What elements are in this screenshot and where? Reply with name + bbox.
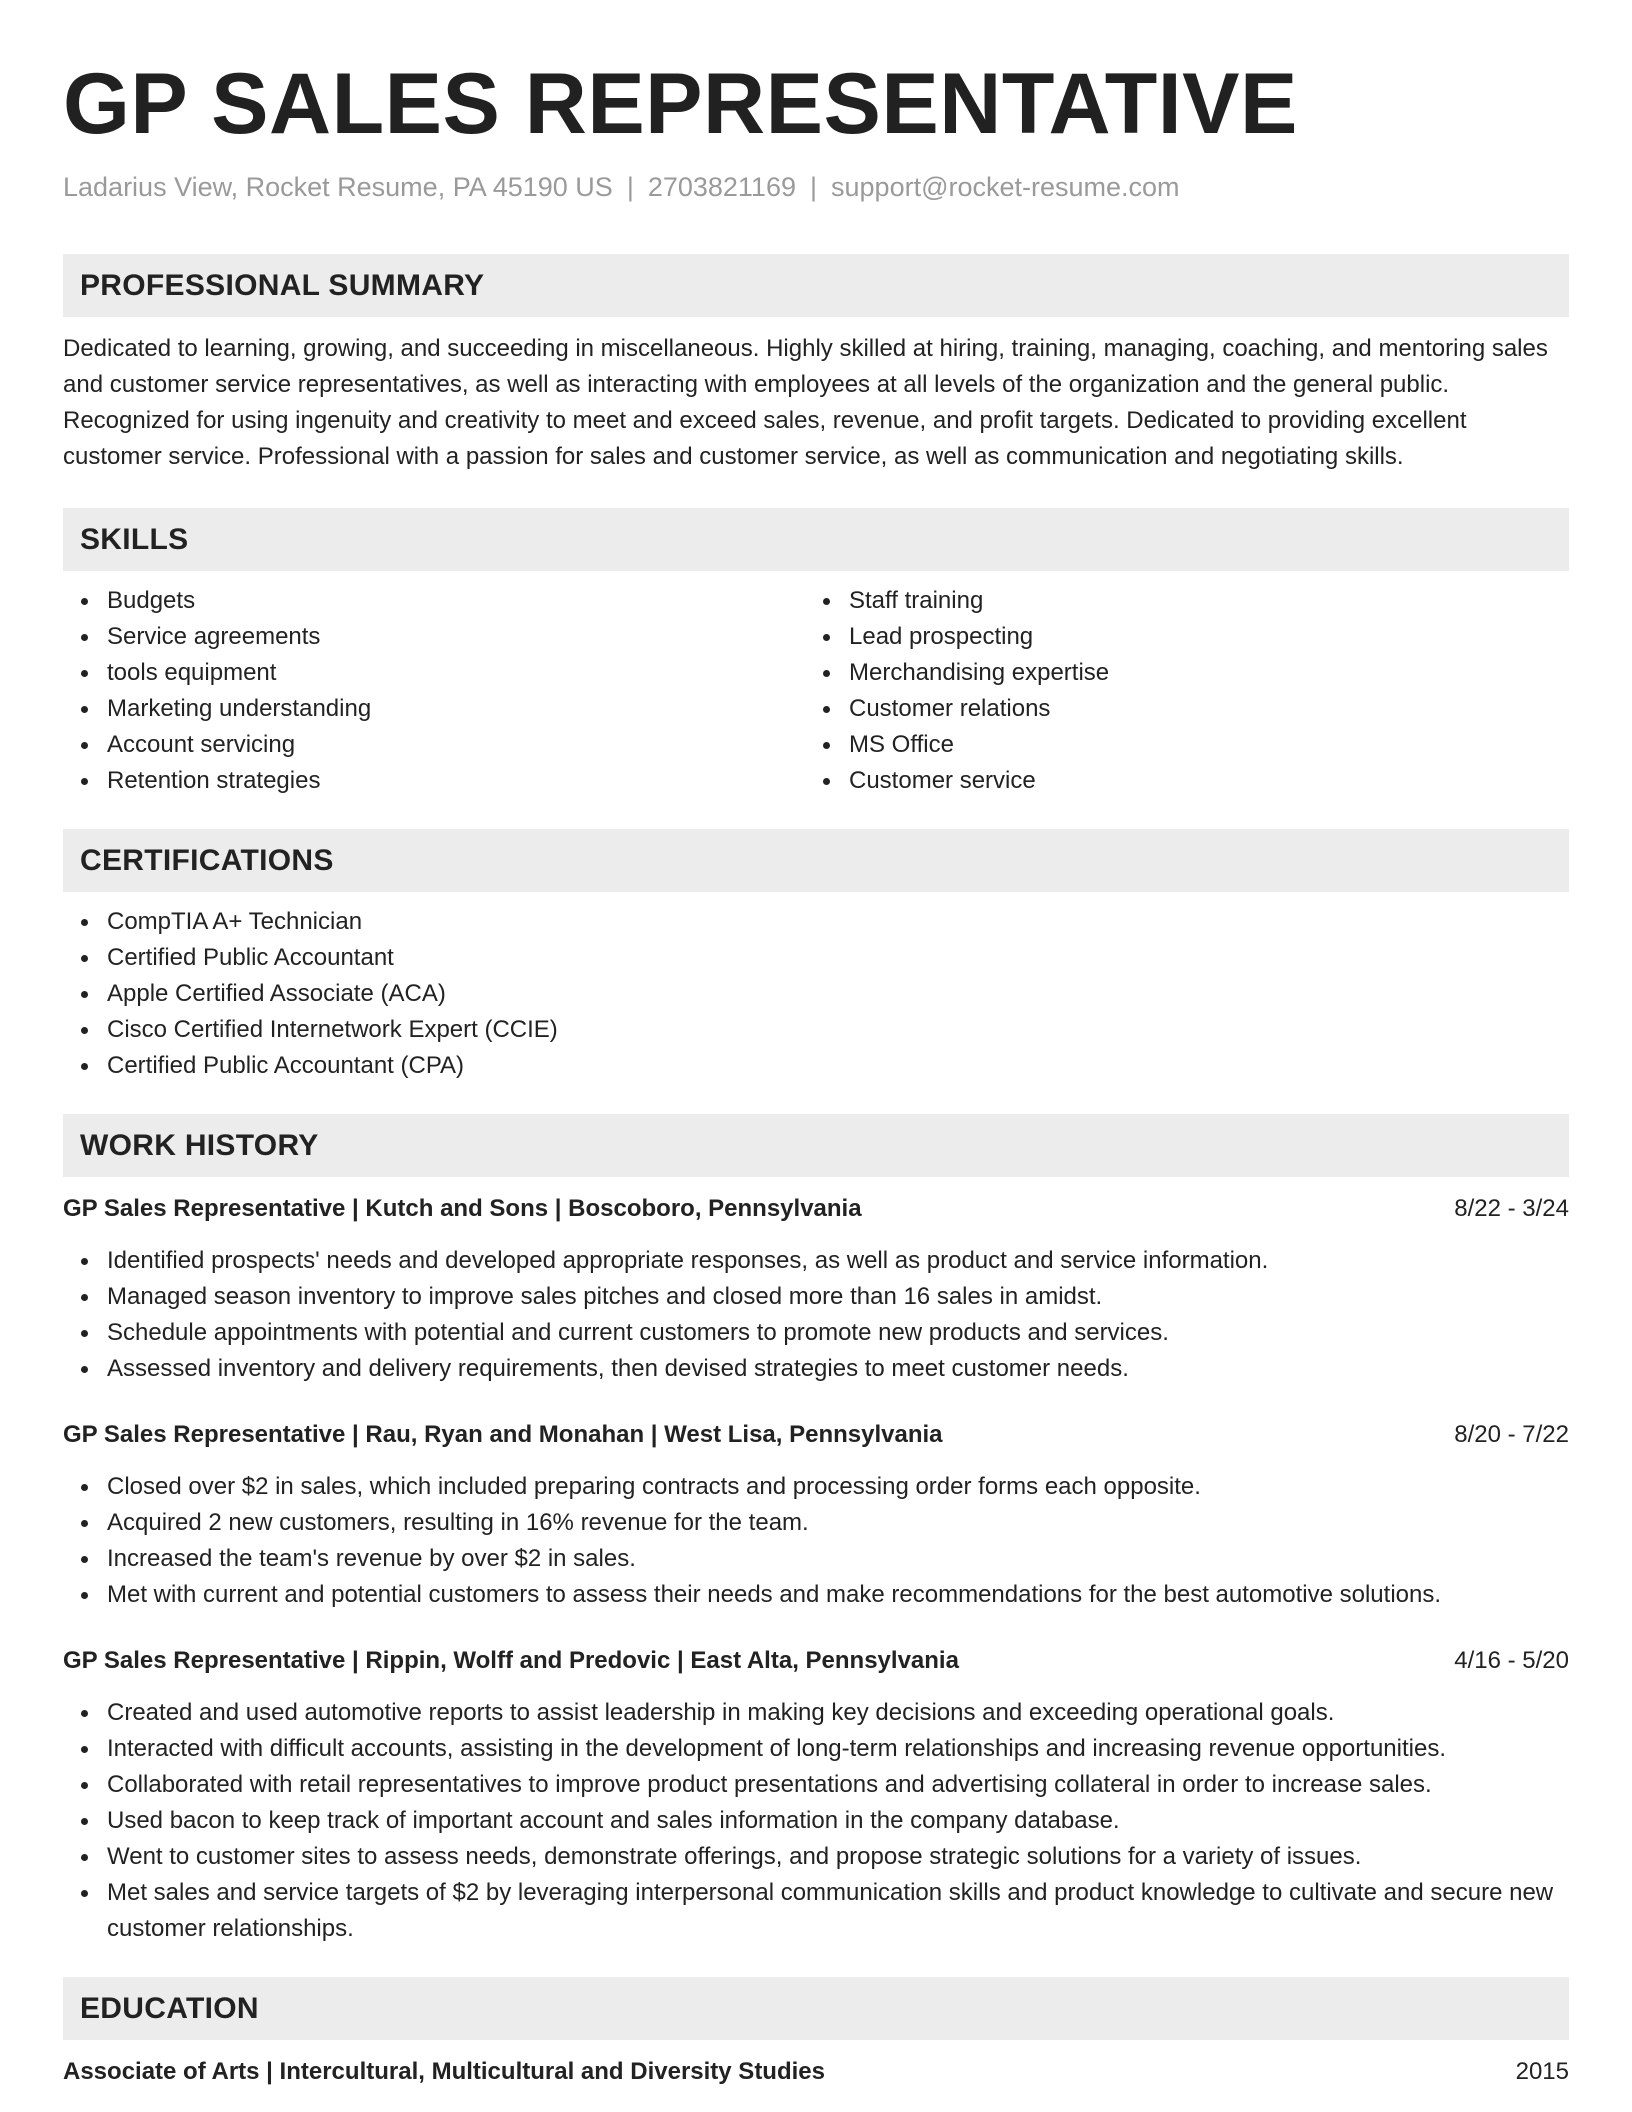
contact-separator: | — [626, 172, 634, 202]
contact-phone: 2703821169 — [647, 172, 796, 202]
skills-column-right — [805, 583, 1547, 799]
job-bullet: Assessed inventory and delivery requirements, then devised strategies to meet customer needs. — [107, 1351, 1569, 1387]
section-header-education: EDUCATION — [63, 1977, 1569, 2040]
skill-item: Budgets — [107, 583, 805, 619]
job-title: GP Sales Representative | Kutch and Sons | Boscoboro, Pennsylvania — [63, 1195, 862, 1222]
job-title: GP Sales Representative | Rau, Ryan and Monahan | West Lisa, Pennsylvania — [63, 1421, 943, 1448]
certification-item: CompTIA A+ Technician — [107, 904, 1569, 940]
job-entry — [63, 1643, 1569, 1947]
job-bullets — [63, 1243, 1569, 1387]
certification-item: Cisco Certified Internetwork Expert (CCIE) — [107, 1012, 1569, 1048]
skill-item: Retention strategies — [107, 763, 805, 799]
skill-item: Marketing understanding — [107, 691, 805, 727]
certification-item: Certified Public Accountant — [107, 940, 1569, 976]
job-bullet: Went to customer sites to assess needs, demonstrate offerings, and propose strategic solutions for a variety of issues. — [107, 1839, 1569, 1875]
job-bullet: Schedule appointments with potential and current customers to promote new products and services. — [107, 1315, 1569, 1351]
contact-line — [63, 170, 1569, 204]
contact-email: support@rocket-resume.com — [831, 172, 1180, 202]
job-bullet: Met with current and potential customers to assess their needs and make recommendations for the best automotive solutions. — [107, 1577, 1569, 1613]
skill-item: tools equipment — [107, 655, 805, 691]
section-header-certifications: CERTIFICATIONS — [63, 829, 1569, 892]
job-title: GP Sales Representative | Rippin, Wolff and Predovic | East Alta, Pennsylvania — [63, 1647, 959, 1674]
job-bullet: Used bacon to keep track of important account and sales information in the company database. — [107, 1803, 1569, 1839]
section-header-summary: PROFESSIONAL SUMMARY — [63, 254, 1569, 317]
certification-item: Apple Certified Associate (ACA) — [107, 976, 1569, 1012]
job-bullet: Increased the team's revenue by over $2 in sales. — [107, 1541, 1569, 1577]
job-bullets — [63, 1695, 1569, 1947]
job-header — [63, 1191, 1569, 1227]
skills-grid — [63, 583, 1569, 799]
job-bullet: Met sales and service targets of $2 by leveraging interpersonal communication skills and product knowledge to cultivate and secure new customer relationships. — [107, 1875, 1569, 1947]
education-entry — [63, 2054, 1569, 2090]
skill-item: Account servicing — [107, 727, 805, 763]
job-bullet: Closed over $2 in sales, which included preparing contracts and processing order forms each opposite. — [107, 1469, 1569, 1505]
job-entry — [63, 1191, 1569, 1387]
section-header-work-history: WORK HISTORY — [63, 1114, 1569, 1177]
job-bullet: Identified prospects' needs and developed appropriate responses, as well as product and service information. — [107, 1243, 1569, 1279]
job-bullet: Created and used automotive reports to assist leadership in making key decisions and exceeding operational goals. — [107, 1695, 1569, 1731]
job-dates: 8/20 - 7/22 — [1454, 1421, 1569, 1448]
skill-item: Staff training — [849, 583, 1547, 619]
summary-text: Dedicated to learning, growing, and succeeding in miscellaneous. Highly skilled at hiring, training, managing, coaching, and mentoring sales and customer service representatives, as well as interacting with employees at all levels of the organization and the general public. Recognized for using ingenuity and creativity to meet and exceed sales, revenue, and profit targets. Dedicated to providing excellent customer service. Professional with a passion for sales and customer service, as well as communication and negotiating skills. — [63, 335, 1548, 470]
contact-separator: | — [810, 172, 818, 202]
certifications-list — [63, 904, 1569, 1084]
contact-address: Ladarius View, Rocket Resume, PA 45190 US — [63, 172, 613, 202]
job-bullet: Collaborated with retail representatives to improve product presentations and advertising collateral in order to increase sales. — [107, 1767, 1569, 1803]
skill-item: Customer relations — [849, 691, 1547, 727]
skill-item: MS Office — [849, 727, 1547, 763]
skill-item: Customer service — [849, 763, 1547, 799]
skill-item: Merchandising expertise — [849, 655, 1547, 691]
education-degree: Associate of Arts | Intercultural, Multicultural and Diversity Studies — [63, 2058, 825, 2085]
job-dates: 8/22 - 3/24 — [1454, 1195, 1569, 1222]
job-bullet: Acquired 2 new customers, resulting in 16% revenue for the team. — [107, 1505, 1569, 1541]
skills-column-left — [63, 583, 805, 799]
job-bullet: Managed season inventory to improve sales pitches and closed more than 16 sales in amidst. — [107, 1279, 1569, 1315]
job-dates: 4/16 - 5/20 — [1454, 1647, 1569, 1674]
job-header — [63, 1417, 1569, 1453]
job-bullet: Interacted with difficult accounts, assisting in the development of long-term relationships and increasing revenue opportunities. — [107, 1731, 1569, 1767]
skill-item: Lead prospecting — [849, 619, 1547, 655]
resume-name: GP SALES REPRESENTATIVE — [63, 56, 1298, 152]
job-entry — [63, 1417, 1569, 1613]
section-header-skills: SKILLS — [63, 508, 1569, 571]
certification-item: Certified Public Accountant (CPA) — [107, 1048, 1569, 1084]
job-header — [63, 1643, 1569, 1679]
education-year: 2015 — [1515, 2058, 1569, 2085]
skill-item: Service agreements — [107, 619, 805, 655]
job-bullets — [63, 1469, 1569, 1613]
